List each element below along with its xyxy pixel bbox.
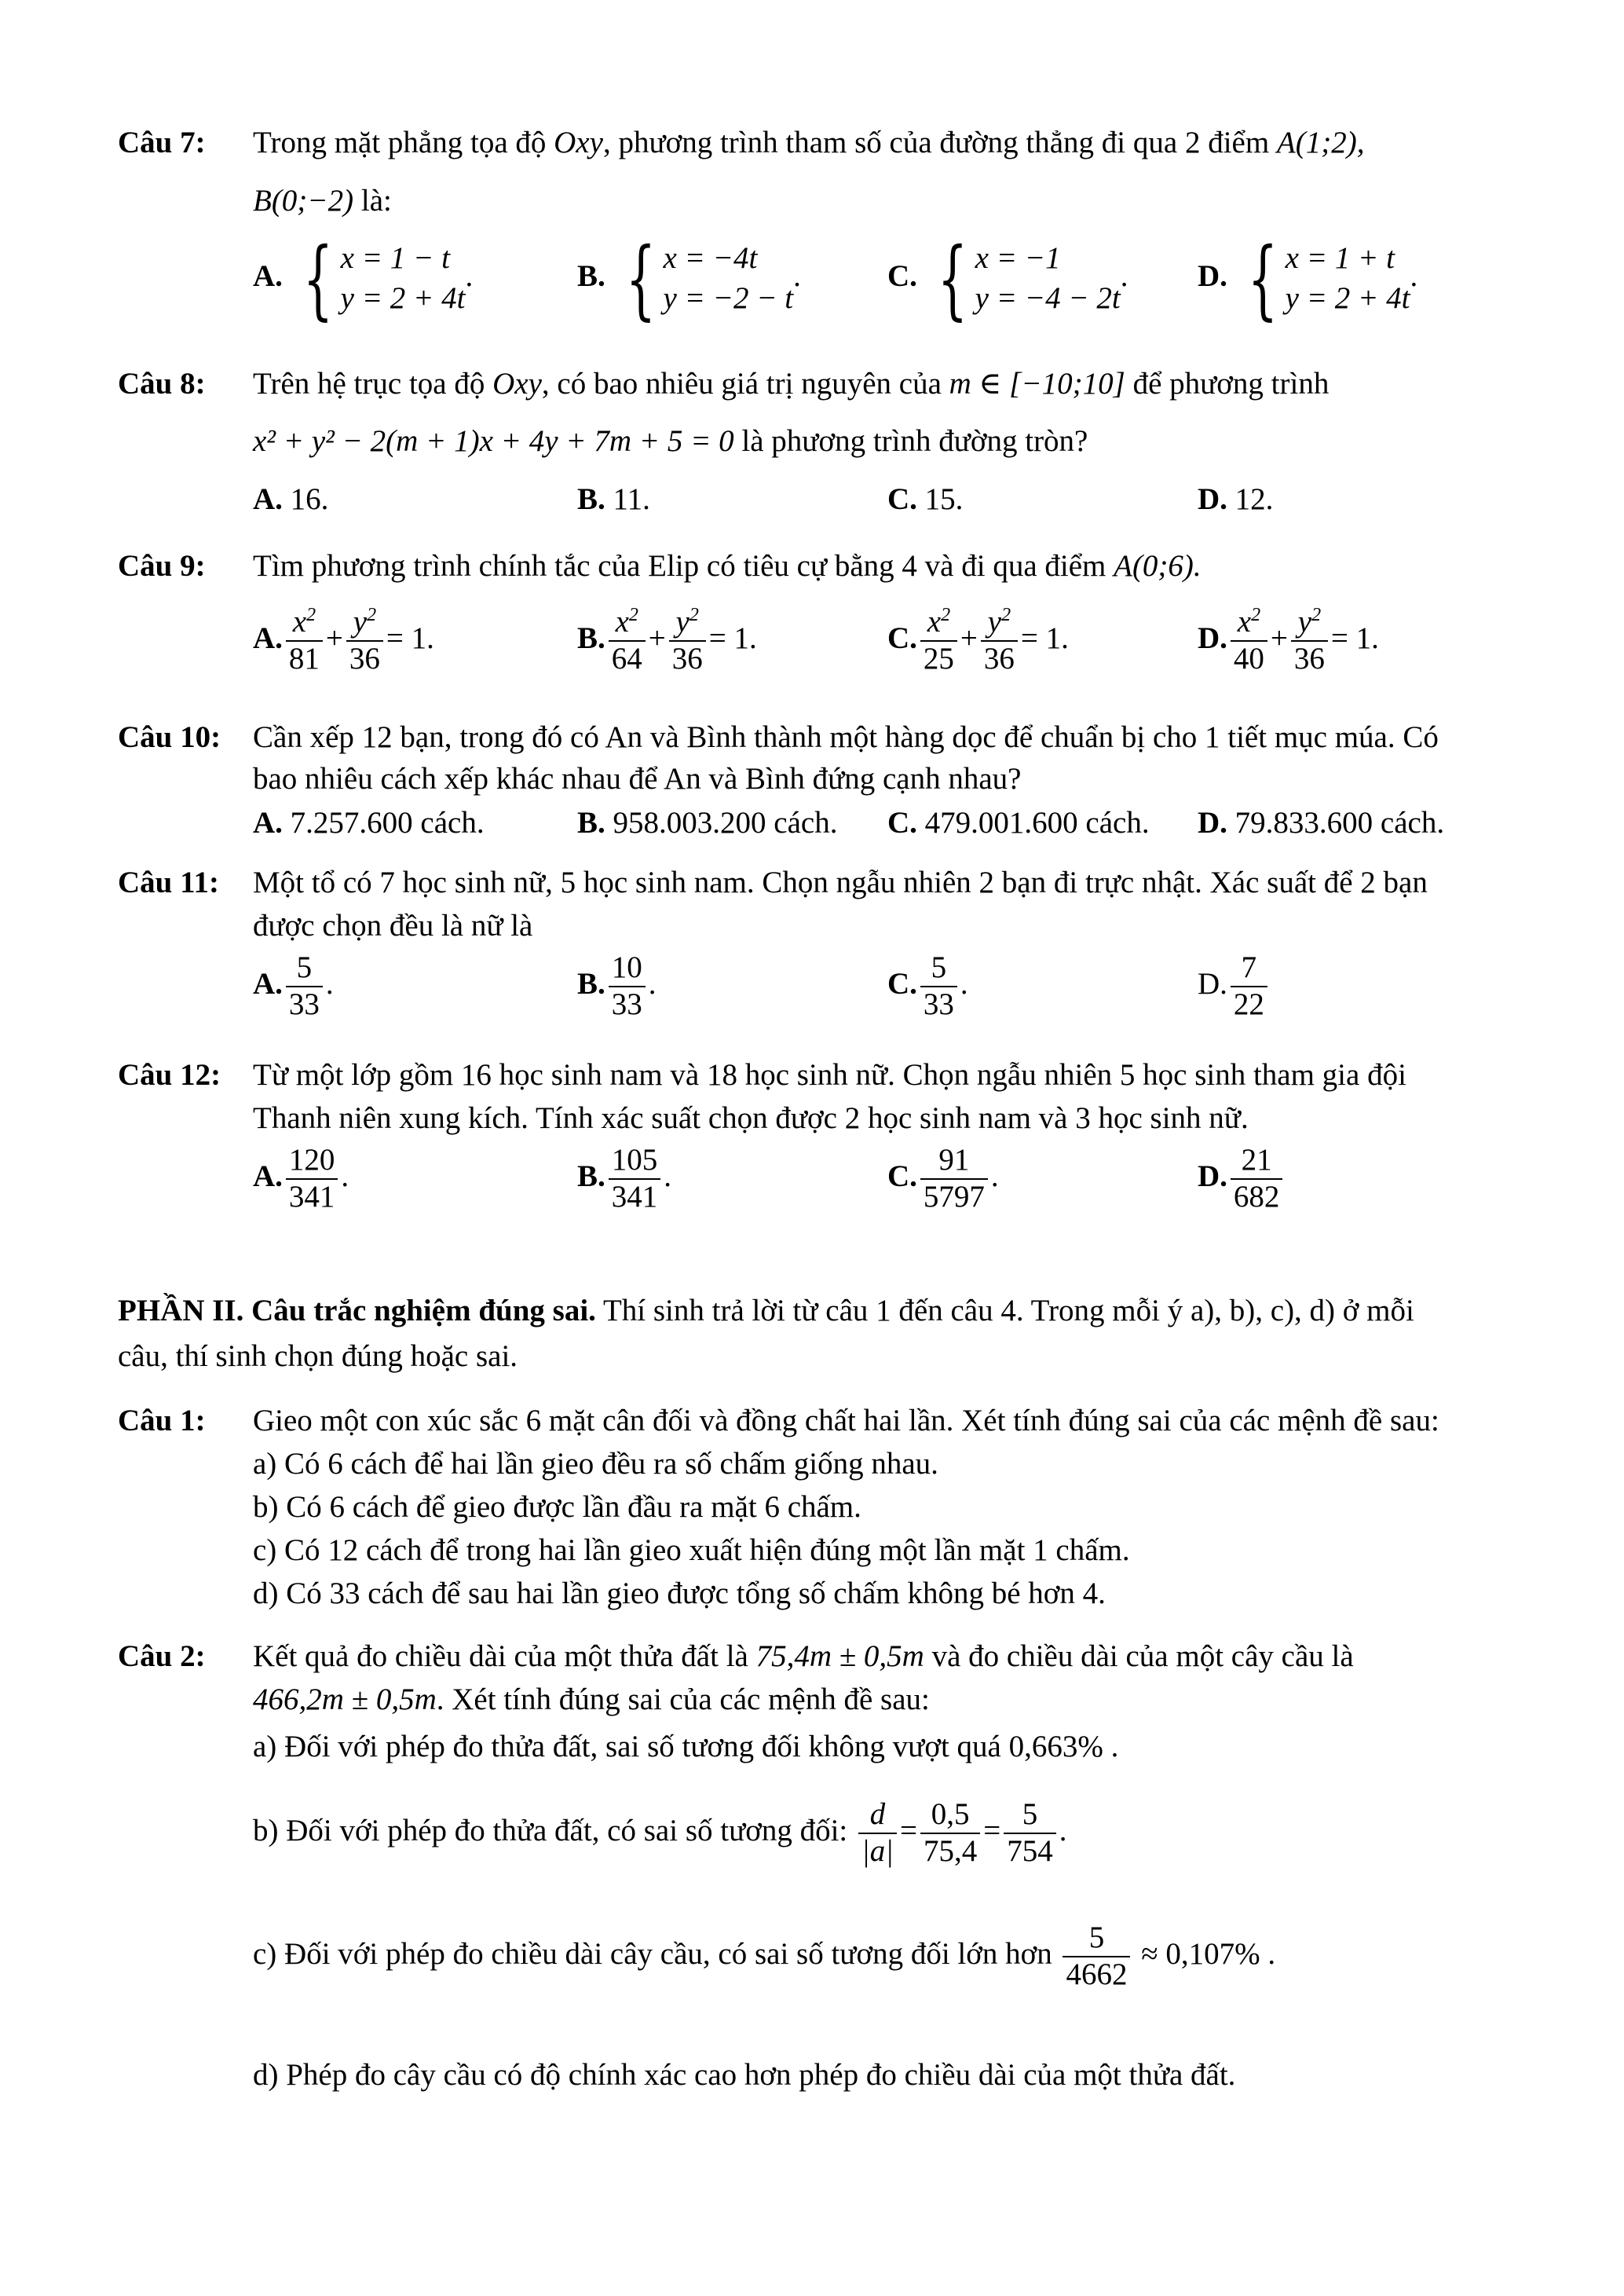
p2-q2-a-value: 0,663% . <box>1008 1730 1119 1763</box>
q12-option-d[interactable] <box>1198 1143 1286 1215</box>
fraction-numerator: 5 <box>296 950 313 984</box>
question-9-label: Câu 9: <box>118 549 206 583</box>
option-value: 479.001.600 cách. <box>924 806 1150 840</box>
q7-d-row2: y = 2 + 4t <box>1285 281 1410 315</box>
q9-option-d[interactable]: D. $\frac{x^2}{40}$ + $\frac{y^2}{36}$ = 1. <box>1198 605 1379 676</box>
option-letter: B. <box>577 482 605 516</box>
q7-c-row2: y = −4 − 2t <box>975 281 1121 315</box>
option-letter: C. <box>887 258 917 293</box>
q9-option-b[interactable]: B. $\frac{x^2}{64}$ + $\frac{y^2}{36}$ = 1. <box>577 605 757 676</box>
question-11-label: Câu 11: <box>118 866 219 899</box>
option-letter: D. <box>1198 258 1227 293</box>
option-value: 11. <box>613 482 650 516</box>
q9-d-denominator-y: 36 <box>1291 640 1328 677</box>
q9-d-denominator-x: 40 <box>1231 640 1267 677</box>
part-2-instruction-2: câu, thí sinh chọn đúng hoặc sai. <box>118 1339 518 1373</box>
q10-option-a[interactable] <box>253 804 485 843</box>
p2-question-2-line2 <box>253 1681 930 1719</box>
fraction-numerator: 21 <box>1241 1143 1272 1177</box>
option-letter: C. <box>887 482 917 516</box>
question-12-line1: Từ một lớp gồm 16 học sinh nam và 18 học sinh nữ. Chọn ngẫu nhiên 5 học sinh tham gia đội <box>253 1058 1406 1092</box>
q7-point-a: A(1;2), <box>1276 126 1365 159</box>
option-letter: A. <box>253 621 283 655</box>
p2-q2-text-1: Kết quả đo chiều dài của một thửa đất là <box>253 1639 748 1673</box>
option-letter: B. <box>577 806 605 840</box>
p2-q2-measure-1: 75,4m ± 0,5m <box>755 1639 924 1673</box>
question-8-text <box>253 365 1329 404</box>
q7-text-2: , phương trình tham số của đường thẳng đi qua 2 điểm <box>602 126 1270 159</box>
q9-a-denominator-x: 81 <box>286 640 323 677</box>
q8-oxy: Oxy <box>492 367 542 401</box>
fraction-numerator: 91 <box>938 1143 970 1177</box>
q7-c-row1: x = −1 <box>975 241 1061 276</box>
q10-option-b[interactable] <box>577 804 837 843</box>
q7-oxy: Oxy <box>554 126 603 159</box>
question-7-text-line2 <box>253 182 392 221</box>
option-letter: D. <box>1198 482 1227 516</box>
p2-q1-statement-a[interactable]: a) Có 6 cách để hai lần gieo đều ra số chấm giống nhau. <box>253 1447 938 1481</box>
q11-option-b[interactable]: B. $\frac{10}{33}$ . <box>577 950 657 1021</box>
p2-question-1-text: Gieo một con xúc sắc 6 mặt cân đối và đồng chất hai lần. Xét tính đúng sai của các mệnh đề sau: <box>253 1404 1439 1437</box>
q7-b-row2: y = −2 − t <box>663 281 794 315</box>
option-letter: B. <box>577 966 605 1001</box>
q7-d-row1: x = 1 + t <box>1285 241 1395 276</box>
question-10-label: Câu 10: <box>118 720 221 754</box>
option-letter: A. <box>253 966 283 1001</box>
q9-b-denominator-y: 36 <box>669 640 706 677</box>
option-letter: D. <box>1198 966 1227 1001</box>
q9-c-denominator-x: 25 <box>920 640 957 677</box>
option-letter: C. <box>887 806 917 840</box>
fraction-denominator: 75,4 <box>920 1833 980 1869</box>
fraction-numerator: 0,5 <box>931 1797 970 1831</box>
fraction-denominator: 5797 <box>920 1178 988 1215</box>
option-value: 79.833.600 cách. <box>1234 806 1445 840</box>
q8-option-b[interactable] <box>577 481 650 519</box>
q8-option-d[interactable] <box>1198 481 1273 519</box>
fraction-denominator: 754 <box>1004 1833 1056 1869</box>
q8-option-a[interactable] <box>253 481 328 519</box>
fraction-denominator: 33 <box>920 986 957 1023</box>
p2-q2-measure-2: 466,2m ± 0,5m <box>253 1683 437 1716</box>
q7-text-3: là: <box>360 184 392 218</box>
p2-q2-c-text: c) Đối với phép đo chiều dài cây cầu, có sai số tương đối lớn hơn <box>253 1936 1052 1971</box>
q7-a-row2: y = 2 + 4t <box>340 281 466 315</box>
p2-q2-statement-c[interactable] <box>253 1921 1275 1993</box>
fraction-denominator: 33 <box>286 986 323 1023</box>
q9-option-a[interactable]: A. $\frac{x^2}{81}$ + $\frac{y^2}{36}$ = 1. <box>253 605 434 676</box>
option-letter: D. <box>1198 806 1227 840</box>
fraction-numerator: 120 <box>288 1143 335 1177</box>
p2-q2-c-value: ≈ 0,107% . <box>1141 1936 1276 1971</box>
q9-text: Tìm phương trình chính tắc của Elip có tiêu cự bằng 4 và đi qua điểm <box>253 549 1106 583</box>
q9-b-denominator-x: 64 <box>609 640 646 677</box>
q11-option-a[interactable]: A. $\frac{5}{33}$ . <box>253 950 334 1021</box>
q11-option-c[interactable]: C. $\frac{5}{33}$ . <box>887 950 968 1021</box>
q10-option-c[interactable] <box>887 804 1150 843</box>
q9-c-denominator-y: 36 <box>981 640 1018 677</box>
p2-question-2-line1 <box>253 1638 1354 1676</box>
question-11-line1: Một tổ có 7 học sinh nữ, 5 học sinh nam. Chọn ngẫu nhiên 2 bạn đi trực nhật. Xác suất để 2 bạn <box>253 866 1428 899</box>
q7-option-c[interactable]: C. { x = −1 y = −4 − 2t . <box>887 229 1128 329</box>
question-8-label: Câu 8: <box>118 367 206 401</box>
q9-point: A(0;6). <box>1114 549 1202 583</box>
option-value: 7.257.600 cách. <box>290 806 485 840</box>
fraction-numerator: 105 <box>611 1143 658 1177</box>
q7-option-b[interactable]: B. { x = −4t y = −2 − t . <box>577 229 801 329</box>
question-12-label: Câu 12: <box>118 1058 221 1092</box>
p2-q1-statement-d[interactable]: d) Có 33 cách để sau hai lần gieo được tổng số chấm không bé hơn 4. <box>253 1576 1106 1610</box>
fraction-numerator: 5 <box>1088 1921 1105 1954</box>
fraction-numerator: 5 <box>931 950 947 984</box>
q12-option-b[interactable]: B. $\frac{105}{341}$ . <box>577 1143 672 1214</box>
option-value: 958.003.200 cách. <box>613 806 838 840</box>
fraction-numerator: 5 <box>1022 1797 1038 1831</box>
question-7-text <box>253 124 1364 163</box>
p2-q2-statement-a[interactable] <box>253 1728 1118 1767</box>
part-2-instruction-1: Thí sinh trả lời từ câu 1 đến câu 4. Trong mỗi ý a), b), c), d) ở mỗi <box>602 1294 1414 1327</box>
part-2-header <box>118 1292 1414 1331</box>
option-value: 12. <box>1234 482 1274 516</box>
question-8-line2 <box>253 423 1088 461</box>
option-letter: C. <box>887 621 917 655</box>
fraction-numerator: 7 <box>1241 950 1257 984</box>
option-letter: D. <box>1198 621 1227 655</box>
fraction-denominator: |a| <box>858 1833 897 1869</box>
p2-q2-statement-b[interactable]: b) Đối với phép đo thửa đất, có sai số tương đối: $\frac{d}{|a|}$ = $\frac{0,5}{75,4}$ = $\frac{5}{754}$ . <box>253 1797 1067 1868</box>
fraction-denominator: 682 <box>1231 1178 1283 1215</box>
option-letter: B. <box>577 1159 605 1193</box>
q8-text-2: , có bao nhiêu giá trị nguyên của <box>541 367 942 401</box>
question-7-label: Câu 7: <box>118 126 206 159</box>
p2-q2-text-2: và đo chiều dài của một cây cầu là <box>931 1639 1354 1673</box>
p2-question-2-label: Câu 2: <box>118 1639 206 1673</box>
q8-option-c[interactable] <box>887 481 963 519</box>
q7-option-a[interactable]: A. { x = 1 − t y = 2 + 4t . <box>253 229 474 329</box>
option-letter: C. <box>887 1159 917 1193</box>
p2-question-1-label: Câu 1: <box>118 1404 206 1437</box>
fraction-denominator: 4662 <box>1063 1956 1130 1993</box>
option-letter: C. <box>887 966 917 1001</box>
question-11-line2: được chọn đều là nữ là <box>253 909 533 943</box>
q9-a-denominator-y: 36 <box>346 640 383 677</box>
q8-equation: x² + y² − 2(m + 1)x + 4y + 7m + 5 = 0 <box>253 424 734 458</box>
p2-q2-text-3: . Xét tính đúng sai của các mệnh đề sau: <box>436 1683 930 1716</box>
p2-q1-statement-b[interactable]: b) Có 6 cách để gieo được lần đầu ra mặt 6 chấm. <box>253 1490 861 1524</box>
option-letter: A. <box>253 1159 283 1193</box>
option-value: 16. <box>290 482 329 516</box>
q8-text-3: để phương trình <box>1132 367 1330 401</box>
q11-option-d[interactable] <box>1198 950 1271 1023</box>
part-2-title: PHẦN II. Câu trắc nghiệm đúng sai. <box>118 1294 596 1327</box>
fraction-denominator: 341 <box>609 1178 661 1215</box>
q8-text-4: là phương trình đường tròn? <box>741 424 1088 458</box>
option-letter: B. <box>577 621 605 655</box>
q7-option-d[interactable]: D. { x = 1 + t y = 2 + 4t . <box>1198 229 1418 329</box>
q8-text-1: Trên hệ trục tọa độ <box>253 367 485 401</box>
p2-q2-a-text: a) Đối với phép đo thửa đất, sai số tương đối không vượt quá <box>253 1730 1001 1763</box>
q7-b-row1: x = −4t <box>663 241 758 276</box>
fraction-denominator: 341 <box>286 1178 338 1215</box>
p2-q2-b-text: b) Đối với phép đo thửa đất, có sai số tương đối: <box>253 1813 848 1847</box>
question-10-line1: Cần xếp 12 bạn, trong đó có An và Bình thành một hàng dọc để chuẩn bị cho 1 tiết mục múa. Có <box>253 720 1439 754</box>
option-letter: A. <box>253 482 283 516</box>
option-value: 15. <box>924 482 964 516</box>
q7-text-1: Trong mặt phẳng tọa độ <box>253 126 547 159</box>
q8-condition: m ∈ [−10;10] <box>949 367 1125 401</box>
fraction-denominator: 22 <box>1231 986 1267 1023</box>
q9-option-c[interactable]: C. $\frac{x^2}{25}$ + $\frac{y^2}{36}$ = 1. <box>887 605 1069 676</box>
q12-option-a[interactable]: A. $\frac{120}{341}$ . <box>253 1143 349 1214</box>
q10-option-d[interactable] <box>1198 804 1444 843</box>
fraction-denominator: 33 <box>609 986 646 1023</box>
question-12-line2: Thanh niên xung kích. Tính xác suất chọn được 2 học sinh nam và 3 học sinh nữ. <box>253 1101 1249 1135</box>
option-letter: A. <box>253 258 283 293</box>
option-letter: D. <box>1198 1159 1227 1193</box>
p2-q2-statement-d[interactable]: d) Phép đo cây cầu có độ chính xác cao hơn phép đo chiều dài của một thửa đất. <box>253 2058 1236 2092</box>
q7-point-b: B(0;−2) <box>253 184 354 218</box>
q7-a-row1: x = 1 − t <box>340 241 450 276</box>
p2-q1-statement-c[interactable]: c) Có 12 cách để trong hai lần gieo xuất hiện đúng một lần mặt 1 chấm. <box>253 1533 1130 1567</box>
q12-option-c[interactable]: C. $\frac{91}{5797}$ . <box>887 1143 999 1214</box>
question-9-text <box>253 547 1202 586</box>
option-letter: B. <box>577 258 605 293</box>
fraction-numerator: 10 <box>611 950 642 984</box>
option-letter: A. <box>253 806 283 840</box>
fraction-numerator: d <box>869 1797 886 1831</box>
question-10-line2: bao nhiêu cách xếp khác nhau để An và Bình đứng cạnh nhau? <box>253 762 1022 796</box>
